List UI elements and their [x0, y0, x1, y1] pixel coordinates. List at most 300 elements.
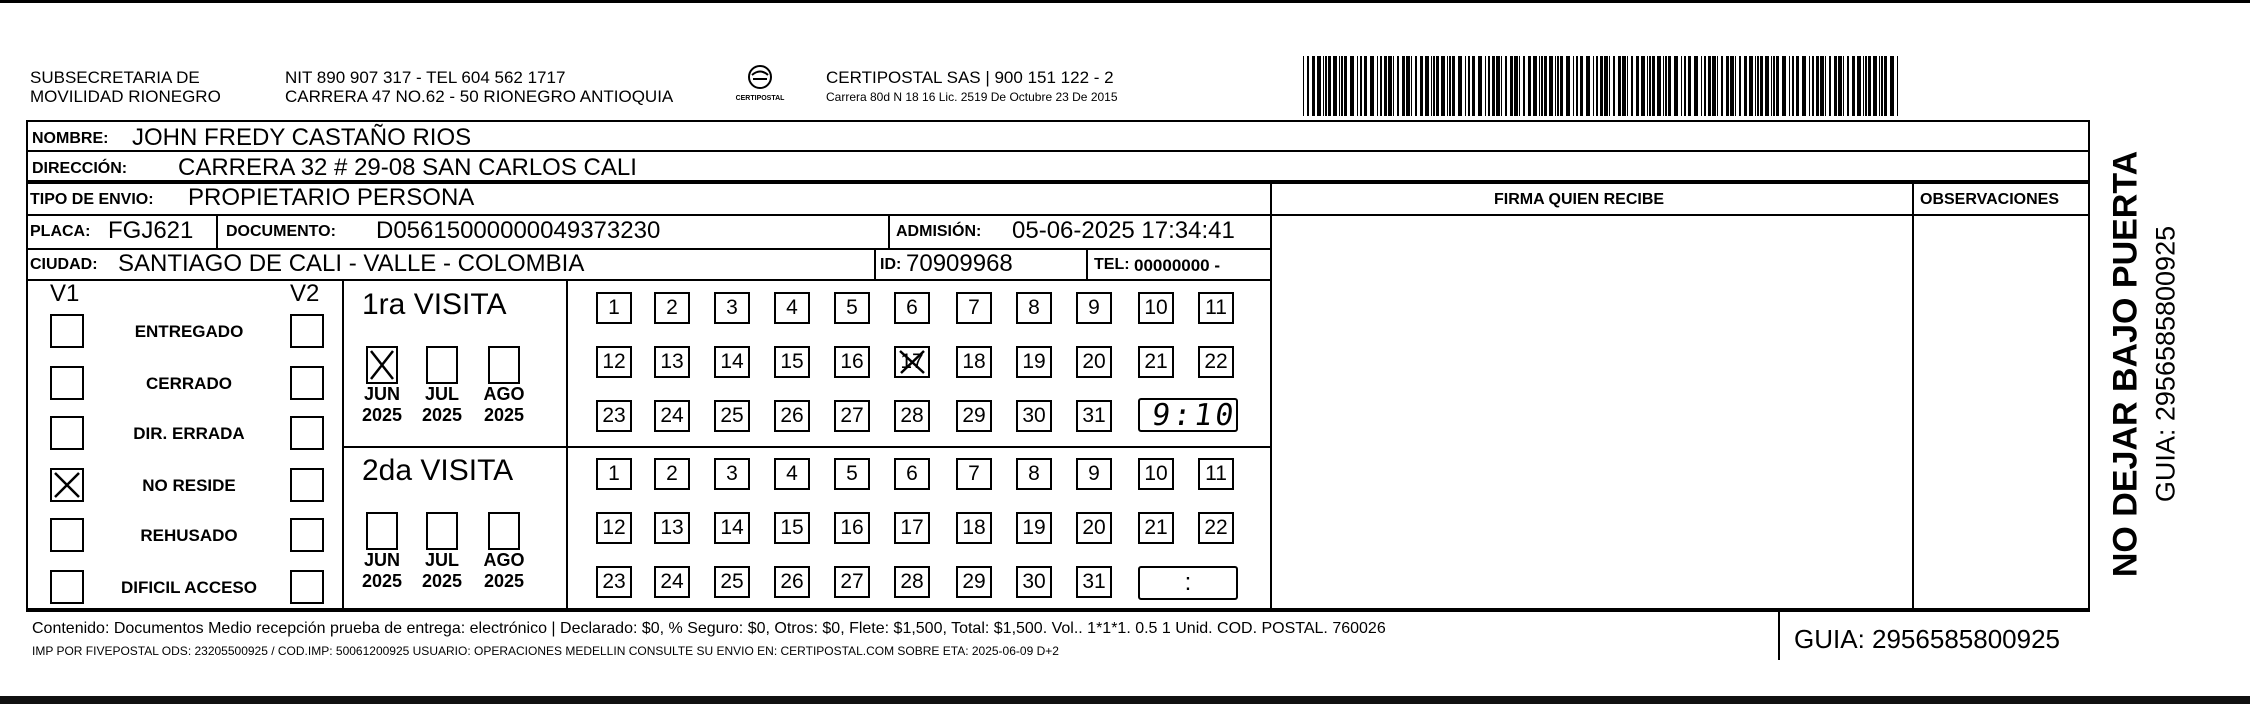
second-day-box[interactable]: 13 — [654, 512, 690, 544]
barcode-bar — [1436, 56, 1439, 116]
first-month-checkbox[interactable] — [426, 346, 458, 384]
month-year: 2025 — [421, 571, 463, 591]
barcode-bar — [1782, 56, 1786, 116]
barcode-bar — [1393, 56, 1394, 116]
status-label: NO RESIDE — [142, 476, 236, 495]
first-day-box[interactable]: 28 — [894, 400, 930, 432]
first-day-box[interactable]: 2 — [654, 292, 690, 324]
barcode-bar — [1560, 56, 1563, 116]
barcode-bar — [1865, 56, 1867, 116]
barcode-bar — [1357, 56, 1358, 116]
first-day-box[interactable]: 13 — [654, 346, 690, 378]
nombre-row — [26, 120, 2090, 152]
barcode-bar — [1897, 56, 1898, 116]
barcode-bar — [1549, 56, 1553, 116]
second-day-box[interactable]: 22 — [1198, 512, 1234, 544]
barcode-bar — [1566, 56, 1570, 116]
second-day-box[interactable]: 16 — [834, 512, 870, 544]
barcode-bar — [1884, 56, 1887, 116]
second-day-box[interactable]: 17 — [894, 512, 930, 544]
barcode-bar — [1721, 56, 1723, 116]
barcode-bar — [1863, 56, 1864, 116]
barcode-bar — [1627, 56, 1628, 116]
company-line-1: CERTIPOSTAL SAS | 900 151 122 - 2 — [826, 68, 1114, 87]
month-year: 2025 — [361, 405, 403, 425]
second-day-box[interactable]: 6 — [894, 458, 930, 490]
first-day-box[interactable]: 4 — [774, 292, 810, 324]
v2-checkbox[interactable] — [290, 468, 324, 502]
barcode-bar — [1397, 56, 1399, 116]
barcode-bar — [1406, 56, 1410, 116]
placa-sep — [216, 214, 218, 248]
barcode-bar — [1647, 56, 1648, 116]
barcode-bar — [1384, 56, 1387, 116]
barcode-bar — [1847, 56, 1849, 116]
barcode-bar — [1681, 56, 1682, 116]
barcode-bar — [1825, 56, 1826, 116]
barcode-bar — [1596, 56, 1598, 116]
observaciones-label: OBSERVACIONES — [1920, 191, 2059, 208]
barcode-bar — [1333, 56, 1337, 116]
barcode-bar — [1312, 56, 1315, 116]
barcode-bar — [1492, 56, 1495, 116]
entity-line-2: MOVILIDAD RIONEGRO — [30, 87, 221, 106]
month-year: 2025 — [421, 405, 463, 425]
barcode-bar — [1802, 56, 1806, 116]
barcode-bar — [1402, 56, 1405, 116]
tel-label: TEL: — [1094, 256, 1130, 273]
status-label: ENTREGADO — [134, 322, 244, 341]
id-value: 70909968 — [906, 250, 1013, 277]
barcode-bar — [1820, 56, 1824, 116]
barcode-bar — [1665, 56, 1667, 116]
barcode-bar — [1838, 56, 1842, 116]
barcode-bar — [1881, 56, 1883, 116]
month-name: AGO — [483, 384, 525, 404]
barcode-bar — [1792, 56, 1794, 116]
first-day-box[interactable]: 11 — [1198, 292, 1234, 324]
documento-value: D05615000000049373230 — [376, 217, 661, 244]
barcode-bar — [1873, 56, 1877, 116]
barcode-bar — [1631, 56, 1633, 116]
barcode-bar — [1325, 56, 1327, 116]
nit-line-1: NIT 890 907 317 - TEL 604 562 1717 — [285, 68, 566, 87]
barcode-bar — [1303, 56, 1304, 116]
barcode-bar — [1360, 56, 1362, 116]
second-day-box[interactable]: 5 — [834, 458, 870, 490]
first-day-box[interactable]: 15 — [774, 346, 810, 378]
second-month-label — [479, 550, 529, 592]
barcode-bar — [1816, 56, 1819, 116]
side-guia — [2146, 148, 2186, 580]
second-day-box[interactable]: 18 — [956, 512, 992, 544]
barcode-bar — [1657, 56, 1661, 116]
barcode — [1303, 56, 1901, 116]
second-day-box[interactable]: 24 — [654, 566, 690, 598]
barcode-bar — [1341, 56, 1343, 116]
first-day-box[interactable]: 27 — [834, 400, 870, 432]
row-sep-3 — [26, 279, 1270, 281]
x-mark-icon — [52, 470, 82, 500]
second-day-box[interactable]: 8 — [1016, 458, 1052, 490]
v1-checkbox[interactable] — [50, 468, 84, 502]
first-month-label — [417, 384, 467, 426]
barcode-bar — [1449, 56, 1451, 116]
visit-sep — [344, 446, 1270, 448]
barcode-bar — [1771, 56, 1772, 116]
month-year: 2025 — [361, 571, 403, 591]
second-day-box[interactable]: 28 — [894, 566, 930, 598]
status-label: DIR. ERRADA — [133, 424, 245, 443]
barcode-bar — [1604, 56, 1608, 116]
barcode-bar — [1528, 56, 1531, 116]
barcode-bar — [1377, 56, 1378, 116]
first-day-box[interactable]: 10 — [1138, 292, 1174, 324]
nit-line-2: CARRERA 47 NO.62 - 50 RIONEGRO ANTIOQUIA — [285, 87, 674, 106]
logo-icon — [743, 64, 777, 90]
certipostal-logo — [730, 64, 790, 106]
footer-sep — [26, 608, 2090, 610]
second-month-label — [357, 550, 407, 592]
barcode-bar — [1843, 56, 1844, 116]
barcode-bar — [1636, 56, 1639, 116]
second-day-box[interactable]: 11 — [1198, 458, 1234, 490]
barcode-bar — [1649, 56, 1651, 116]
first-day-box[interactable]: 9 — [1076, 292, 1112, 324]
barcode-bar — [1622, 56, 1626, 116]
first-day-box[interactable]: 20 — [1076, 346, 1112, 378]
barcode-bar — [1757, 56, 1759, 116]
barcode-bar — [1796, 56, 1799, 116]
month-year: 2025 — [483, 405, 525, 425]
x-mark-stroke — [896, 348, 928, 376]
barcode-bar — [1488, 56, 1490, 116]
first-time-box — [1138, 398, 1238, 432]
barcode-bar — [1829, 56, 1831, 116]
barcode-bar — [1730, 56, 1734, 116]
tel-sep — [1086, 248, 1088, 279]
second-day-box[interactable]: 29 — [956, 566, 992, 598]
entity-nit — [285, 68, 673, 106]
second-day-box[interactable]: 30 — [1016, 566, 1052, 598]
v2-checkbox[interactable] — [290, 518, 324, 552]
barcode-bar — [1555, 56, 1556, 116]
barcode-bar — [1523, 56, 1525, 116]
entity-line-1: SUBSECRETARIA DE — [30, 68, 200, 87]
second-day-box[interactable]: 4 — [774, 458, 810, 490]
barcode-bar — [1890, 56, 1894, 116]
col-sep-firma — [1270, 182, 1272, 612]
second-day-box[interactable]: 20 — [1076, 512, 1112, 544]
barcode-bar — [1576, 56, 1578, 116]
form-grid — [26, 182, 2090, 612]
footer-imp: IMP POR FIVEPOSTAL ODS: 23205500925 / COD.IMP: 50061200925 USUARIO: OPERACIONES MEDELLIN CONSULTE SU ENVIO EN: CERTIPOSTAL.COM SOBRE ETA: 2025-06-09 D+2 — [32, 644, 1059, 658]
first-day-box[interactable]: 1 — [596, 292, 632, 324]
barcode-bar — [1868, 56, 1871, 116]
barcode-bar — [1415, 56, 1417, 116]
first-day-box[interactable]: 22 — [1198, 346, 1234, 378]
second-time-value: : — [1184, 569, 1192, 596]
barcode-bar — [1533, 56, 1537, 116]
barcode-bar — [1618, 56, 1621, 116]
barcode-bar — [1478, 56, 1482, 116]
second-day-box[interactable]: 3 — [714, 458, 750, 490]
barcode-bar — [1674, 56, 1678, 116]
admision-sep — [888, 214, 890, 248]
second-month-checkbox[interactable] — [366, 512, 398, 550]
first-day-box[interactable]: 24 — [654, 400, 690, 432]
barcode-bar — [1505, 56, 1507, 116]
ciudad-value: SANTIAGO DE CALI - VALLE - COLOMBIA — [118, 250, 585, 277]
second-day-box[interactable]: 25 — [714, 566, 750, 598]
barcode-bar — [1593, 56, 1594, 116]
barcode-bar — [1380, 56, 1382, 116]
barcode-bar — [1694, 56, 1698, 116]
second-day-box[interactable]: 2 — [654, 458, 690, 490]
second-day-box[interactable]: 26 — [774, 566, 810, 598]
id-sep — [874, 248, 876, 279]
first-day-box[interactable]: 16 — [834, 346, 870, 378]
barcode-bar — [1852, 56, 1855, 116]
barcode-bar — [1879, 56, 1880, 116]
row-sep-1 — [26, 214, 1270, 216]
second-time-box — [1138, 566, 1238, 600]
company-info — [826, 68, 1118, 106]
month-name: JUL — [424, 550, 459, 570]
second-day-box[interactable]: 23 — [596, 566, 632, 598]
first-day-box[interactable]: 6 — [894, 292, 930, 324]
barcode-bar — [1717, 56, 1718, 116]
first-day-box[interactable]: 18 — [956, 346, 992, 378]
placa-label: PLACA: — [30, 223, 91, 240]
v2-label: V2 — [290, 280, 320, 307]
month-sep — [566, 279, 568, 608]
barcode-bar — [1364, 56, 1367, 116]
barcode-bar — [1812, 56, 1814, 116]
col-sep-obs — [1912, 182, 1914, 612]
barcode-bar — [1510, 56, 1513, 116]
first-day-box[interactable]: 14 — [714, 346, 750, 378]
status-label: DIFICIL ACCESO — [120, 578, 257, 597]
first-day-box[interactable]: 12 — [596, 346, 632, 378]
second-day-box[interactable]: 27 — [834, 566, 870, 598]
direccion-label: DIRECCIÓN: — [32, 160, 128, 177]
v1-label: V1 — [50, 280, 80, 307]
side-guia-text: GUIA: 2956585800925 — [2150, 225, 2181, 503]
first-day-box[interactable]: 3 — [714, 292, 750, 324]
admision-label: ADMISIÓN: — [896, 223, 982, 240]
v1-checkbox[interactable] — [50, 416, 84, 450]
barcode-bar — [1501, 56, 1502, 116]
v1-checkbox[interactable] — [50, 570, 84, 604]
second-day-box[interactable]: 21 — [1138, 512, 1174, 544]
barcode-bar — [1857, 56, 1861, 116]
first-day-box[interactable]: 5 — [834, 292, 870, 324]
v2-checkbox[interactable] — [290, 416, 324, 450]
second-month-checkbox[interactable] — [426, 512, 458, 550]
v1-checkbox[interactable] — [50, 366, 84, 400]
barcode-bar — [1307, 56, 1309, 116]
barcode-bar — [1580, 56, 1583, 116]
barcode-bar — [1744, 56, 1747, 116]
first-day-box[interactable]: 21 — [1138, 346, 1174, 378]
barcode-bar — [1708, 56, 1711, 116]
tel-value: 00000000 - — [1134, 256, 1221, 275]
barcode-bar — [1688, 56, 1691, 116]
barcode-bar — [1712, 56, 1716, 116]
guia-box: GUIA: 2956585800925 — [1794, 624, 2060, 654]
barcode-bar — [1420, 56, 1423, 116]
barcode-bar — [1544, 56, 1547, 116]
first-day-box[interactable]: 7 — [956, 292, 992, 324]
tipo-value: PROPIETARIO PERSONA — [188, 184, 475, 211]
status-label: CERRADO — [146, 374, 232, 393]
first-time-value: 9:10 — [1149, 398, 1239, 433]
first-day-box[interactable]: 29 — [956, 400, 992, 432]
guia-sep — [1778, 608, 1780, 660]
barcode-bar — [1339, 56, 1340, 116]
month-name: AGO — [483, 550, 525, 570]
first-day-box[interactable]: 26 — [774, 400, 810, 432]
first-month-label — [357, 384, 407, 426]
barcode-bar — [1586, 56, 1590, 116]
first-day-box[interactable]: 17 — [894, 346, 930, 378]
documento-label: DOCUMENTO: — [226, 223, 336, 240]
second-day-box[interactable]: 14 — [714, 512, 750, 544]
barcode-bar — [1735, 56, 1736, 116]
barcode-bar — [1447, 56, 1448, 116]
barcode-bar — [1789, 56, 1790, 116]
first-month-label — [479, 384, 529, 426]
first-day-box[interactable]: 19 — [1016, 346, 1052, 378]
scan-bottom-rule — [0, 696, 2250, 704]
barcode-bar — [1701, 56, 1702, 116]
second-day-box[interactable]: 1 — [596, 458, 632, 490]
scan-top-rule — [0, 0, 2250, 3]
barcode-bar — [1388, 56, 1392, 116]
second-day-box[interactable]: 10 — [1138, 458, 1174, 490]
second-day-box[interactable]: 12 — [596, 512, 632, 544]
barcode-bar — [1755, 56, 1756, 116]
barcode-bar — [1609, 56, 1610, 116]
month-name: JUL — [424, 384, 459, 404]
tipo-label: TIPO DE ENVIO: — [30, 191, 154, 208]
first-day-box[interactable]: 31 — [1076, 400, 1112, 432]
barcode-bar — [1514, 56, 1518, 116]
entity-name — [30, 68, 221, 106]
barcode-bar — [1641, 56, 1645, 116]
month-name: JUN — [363, 384, 400, 404]
barcode-bar — [1539, 56, 1540, 116]
barcode-bar — [1573, 56, 1574, 116]
barcode-bar — [1760, 56, 1763, 116]
v2-checkbox[interactable] — [290, 366, 324, 400]
x-mark-icon — [368, 348, 396, 382]
v2-checkbox[interactable] — [290, 570, 324, 604]
barcode-bar — [1668, 56, 1671, 116]
side-warning-text: NO DEJAR BAJO PUERTA — [2106, 150, 2145, 578]
barcode-bar — [1468, 56, 1470, 116]
first-day-box[interactable]: 25 — [714, 400, 750, 432]
second-day-box[interactable]: 19 — [1016, 512, 1052, 544]
barcode-bar — [1452, 56, 1455, 116]
barcode-bar — [1350, 56, 1354, 116]
x-mark-icon — [896, 348, 928, 376]
barcode-bar — [1472, 56, 1475, 116]
barcode-bar — [1441, 56, 1445, 116]
barcode-bar — [1739, 56, 1741, 116]
barcode-bar — [1323, 56, 1324, 116]
placa-value: FGJ621 — [108, 217, 194, 244]
month-year: 2025 — [483, 571, 525, 591]
barcode-bar — [1809, 56, 1810, 116]
status-sep — [342, 279, 344, 608]
second-month-label — [417, 550, 467, 592]
barcode-bar — [1344, 56, 1347, 116]
barcode-bar — [1557, 56, 1559, 116]
first-month-checkbox[interactable] — [488, 346, 520, 384]
v1-checkbox[interactable] — [50, 314, 84, 348]
barcode-bar — [1411, 56, 1412, 116]
barcode-bar — [1600, 56, 1603, 116]
barcode-bar — [1519, 56, 1520, 116]
second-day-box[interactable]: 31 — [1076, 566, 1112, 598]
second-month-checkbox[interactable] — [488, 512, 520, 550]
barcode-bar — [1496, 56, 1500, 116]
barcode-bar — [1433, 56, 1435, 116]
barcode-bar — [1613, 56, 1615, 116]
barcode-bar — [1541, 56, 1543, 116]
firma-label: FIRMA QUIEN RECIBE — [1494, 191, 1665, 208]
first-day-box[interactable]: 8 — [1016, 292, 1052, 324]
barcode-bar — [1704, 56, 1706, 116]
v1-checkbox[interactable] — [50, 518, 84, 552]
barcode-bar — [1465, 56, 1466, 116]
barcode-bar — [1317, 56, 1321, 116]
barcode-bar — [1834, 56, 1837, 116]
id-label: ID: — [880, 256, 902, 273]
barcode-bar — [1776, 56, 1779, 116]
second-day-box[interactable]: 9 — [1076, 458, 1112, 490]
nombre-label: NOMBRE: — [32, 130, 109, 147]
barcode-bar — [1749, 56, 1753, 116]
direccion-row — [26, 150, 2090, 182]
barcode-bar — [1485, 56, 1486, 116]
footer-contenido: Contenido: Documentos Medio recepción prueba de entrega: electrónico | Declarado: $0, % Seguro: $0, Otros: $0, Flete: $1,500, Total: $1,500. Vol.. 1*1*1. 0.5 1 Unid. COD. POSTAL. 760026 — [32, 620, 1386, 637]
barcode-bar — [1684, 56, 1686, 116]
barcode-bar — [1328, 56, 1331, 116]
barcode-bar — [1773, 56, 1775, 116]
first-visit-title: 1ra VISITA — [362, 288, 507, 321]
barcode-bar — [1425, 56, 1429, 116]
row-sep-header-right — [1270, 214, 2090, 216]
first-month-checkbox[interactable] — [366, 346, 398, 384]
first-day-box[interactable]: 30 — [1016, 400, 1052, 432]
barcode-bar — [1431, 56, 1432, 116]
second-day-box[interactable]: 7 — [956, 458, 992, 490]
first-day-box[interactable]: 23 — [596, 400, 632, 432]
direccion-value: CARRERA 32 # 29-08 SAN CARLOS CALI — [178, 154, 637, 181]
second-day-box[interactable]: 15 — [774, 512, 810, 544]
barcode-bar — [1458, 56, 1462, 116]
barcode-bar — [1663, 56, 1664, 116]
v2-checkbox[interactable] — [290, 314, 324, 348]
second-visit-title: 2da VISITA — [362, 454, 514, 487]
company-line-2: Carrera 80d N 18 16 Lic. 2519 De Octubre 23 De 2015 — [826, 90, 1118, 104]
status-label: REHUSADO — [140, 526, 238, 545]
month-name: JUN — [363, 550, 400, 570]
barcode-bar — [1726, 56, 1729, 116]
